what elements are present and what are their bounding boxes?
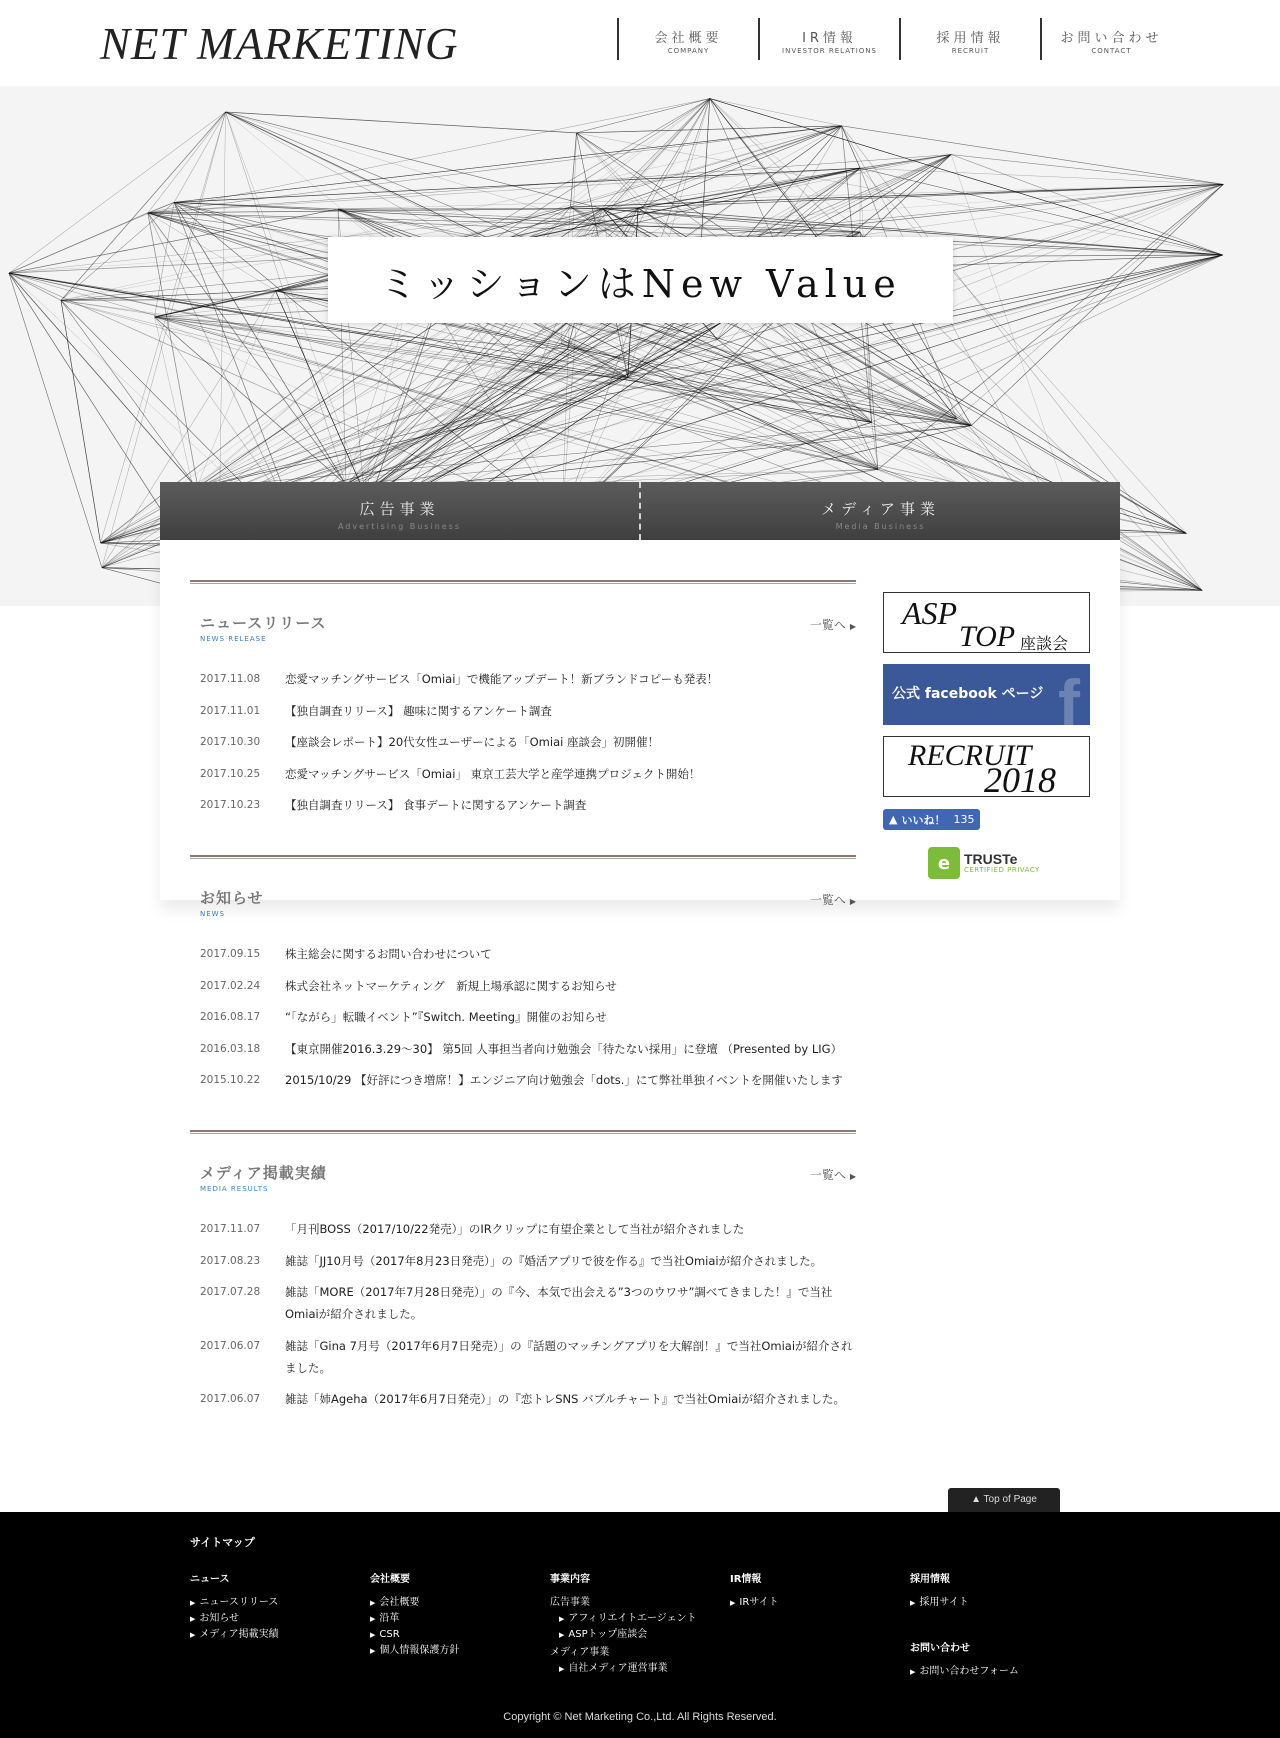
- view-all-link[interactable]: [810, 891, 856, 908]
- footer-link[interactable]: ▶ IRサイト: [730, 1595, 900, 1611]
- thumbs-up-icon: ▲: [889, 813, 898, 826]
- nav-label: お問い合わせ: [1060, 31, 1163, 46]
- item-date: 2017.10.23: [200, 799, 261, 811]
- section-subtitle: NEWS RELEASE: [200, 635, 267, 643]
- business-tabs: [160, 482, 1120, 540]
- footer-col-company: [370, 1570, 540, 1659]
- nav-sublabel: INVESTOR RELATIONS: [782, 47, 877, 55]
- asp-top-banner[interactable]: [883, 592, 1090, 653]
- section-title: メディア掲載実績: [200, 1164, 327, 1182]
- item-link[interactable]: 恋愛マッチングサービス「Omiai」で機能アップデート！新ブランドコピーも発表！: [285, 672, 719, 686]
- item-date: 2015.10.22: [200, 1074, 261, 1086]
- sitemap-title: サイトマップ: [190, 1536, 255, 1549]
- footer-link[interactable]: ▶ CSR: [370, 1627, 540, 1643]
- arrow-right-icon: ▶: [849, 897, 856, 906]
- footer-group-label: 広告事業: [550, 1597, 590, 1608]
- nav-contact[interactable]: [1040, 18, 1181, 60]
- item-link[interactable]: 【独自調査リリース】 趣味に関するアンケート調査: [285, 703, 552, 718]
- list-item: [190, 975, 856, 997]
- list-item: [190, 1388, 856, 1410]
- site-header: [0, 0, 1280, 86]
- list-item: [190, 1281, 856, 1325]
- footer-link[interactable]: ▶ ASPトップ座談会: [550, 1627, 720, 1643]
- copyright: Copyright © Net Marketing Co.,Ltd. All Rights Reserved.: [503, 1711, 777, 1723]
- list-item: [190, 1069, 856, 1091]
- item-date: 2016.08.17: [200, 1011, 261, 1023]
- footer-link[interactable]: ▶ メディア掲載実績: [190, 1627, 360, 1643]
- footer-heading: 採用情報: [910, 1574, 950, 1585]
- facebook-icon: f: [1058, 666, 1080, 725]
- view-all-link[interactable]: [810, 1166, 856, 1183]
- item-link[interactable]: “「ながら」転職イベント”『Switch. Meeting』開催のお知らせ: [285, 1010, 607, 1024]
- site-footer: [0, 1512, 1280, 1738]
- facebook-page-banner[interactable]: [883, 664, 1090, 725]
- nav-label: IR情報: [802, 31, 857, 46]
- news-section: [190, 855, 856, 1130]
- footer-group-label: メディア事業: [550, 1647, 610, 1658]
- news-release-section: [190, 580, 856, 855]
- section-subtitle: MEDIA RESULTS: [200, 1185, 269, 1193]
- footer-link[interactable]: ▶ 会社概要: [370, 1595, 540, 1611]
- footer-link[interactable]: ▶ アフィリエイトエージェント: [550, 1611, 720, 1627]
- list-item: [190, 1038, 856, 1060]
- like-count: 135: [953, 813, 975, 826]
- section-title: お知らせ: [200, 889, 264, 907]
- footer-heading: 事業内容: [550, 1574, 590, 1585]
- tab-advertising-business[interactable]: [160, 482, 639, 540]
- nav-recruit[interactable]: [899, 18, 1040, 60]
- media-list: [190, 1204, 856, 1410]
- view-all-label: 一覧へ: [809, 618, 846, 632]
- footer-heading: 会社概要: [370, 1574, 410, 1585]
- footer-col-business: [550, 1570, 720, 1677]
- list-item: [190, 1335, 856, 1379]
- nav-ir[interactable]: [758, 18, 899, 60]
- main-content: [190, 580, 856, 1405]
- item-link[interactable]: 2015/10/29 【好評につき増席！】エンジニア向け勉強会「dots.」にて弊社単独イベントを開催いたします: [285, 1073, 843, 1087]
- view-all-label: 一覧へ: [809, 1168, 846, 1182]
- list-item: [190, 1218, 856, 1240]
- item-link[interactable]: 雑誌「姉Ageha（2017年6月7日発売）」の『恋トレSNS バブルチャート』で当社Omiaiが紹介されました。: [285, 1392, 845, 1406]
- section-title: ニュースリリース: [200, 614, 327, 632]
- section-header: [190, 859, 856, 929]
- footer-col-recruit: [910, 1570, 1080, 1680]
- item-date: 2017.11.08: [200, 673, 261, 685]
- footer-link[interactable]: ▶ 採用サイト: [910, 1595, 1080, 1611]
- facebook-like-button[interactable]: [883, 809, 980, 830]
- item-date: 2017.10.25: [200, 767, 261, 780]
- list-item: [190, 668, 856, 690]
- view-all-link[interactable]: [810, 616, 856, 633]
- footer-col-news: [190, 1570, 360, 1643]
- nav-sublabel: CONTACT: [1091, 47, 1132, 55]
- footer-link[interactable]: ▶ 沿革: [370, 1611, 540, 1627]
- footer-link[interactable]: ▶ 個人情報保護方針: [370, 1643, 540, 1659]
- item-date: 2017.06.07: [200, 1393, 261, 1405]
- item-date: 2017.09.15: [200, 948, 261, 960]
- media-results-section: [190, 1130, 856, 1405]
- item-link[interactable]: 「月刊BOSS（2017/10/22発売）」のIRクリップに有望企業として当社が紹介されました: [285, 1222, 745, 1236]
- tab-label: 広告事業: [359, 500, 440, 518]
- item-link[interactable]: 【独自調査リリース】 食事デートに関するアンケート調査: [285, 798, 587, 812]
- item-date: 2016.03.18: [200, 1042, 261, 1055]
- view-all-label: 一覧へ: [809, 893, 846, 907]
- item-date: 2017.07.28: [200, 1286, 261, 1298]
- section-header: [190, 584, 856, 654]
- banner-text: 2018: [984, 760, 1056, 800]
- item-date: 2017.08.23: [200, 1254, 261, 1267]
- item-date: 2017.11.07: [200, 1223, 261, 1235]
- banner-text: ASP: [902, 595, 958, 631]
- footer-heading: お問い合わせ: [910, 1643, 970, 1654]
- item-date: 2017.10.30: [200, 736, 261, 748]
- item-link[interactable]: 株主総会に関するお問い合わせについて: [285, 947, 492, 961]
- list-item: [190, 794, 856, 816]
- item-date: 2017.02.24: [200, 979, 261, 992]
- footer-link[interactable]: ▶ お知らせ: [190, 1611, 360, 1627]
- list-item: [190, 700, 856, 722]
- tab-label: メディア事業: [821, 500, 940, 518]
- nav-company[interactable]: [617, 18, 758, 60]
- footer-col-ir: [730, 1570, 900, 1611]
- footer-heading: ニュース: [190, 1574, 230, 1585]
- arrow-right-icon: ▶: [849, 1172, 856, 1181]
- nav-label: 会社概要: [654, 31, 723, 46]
- truste-sub: CERTIFIED PRIVACY: [964, 866, 1040, 874]
- banner-text: TOP: [959, 620, 1016, 653]
- list-item: [190, 1006, 856, 1028]
- nav-sublabel: RECRUIT: [951, 47, 990, 55]
- item-link[interactable]: 雑誌「MORE（2017年7月28日発売）」の『今、本気で出会える”3つのウワサ”調べてきました！』で当社Omiaiが紹介されました。: [285, 1285, 833, 1321]
- item-link[interactable]: 雑誌「JJ10月号（2017年8月23日発売）」の『婚活アプリで彼を作る』で当社Omiaiが紹介されました。: [285, 1253, 823, 1268]
- footer-link[interactable]: ▶ ニュースリリース: [190, 1595, 360, 1611]
- hero-tagline: ミッションはNew Value: [328, 237, 953, 323]
- item-link[interactable]: 雑誌「Gina 7月号（2017年6月7日発売）」の『話題のマッチングアプリを大解剖！』で当社Omiaiが紹介されました。: [285, 1338, 853, 1375]
- tab-sublabel: Advertising Business: [337, 522, 462, 531]
- footer-heading: IR情報: [730, 1574, 762, 1585]
- news-list: [190, 929, 856, 1091]
- tab-sublabel: Media Business: [835, 522, 926, 531]
- section-subtitle: NEWS: [200, 910, 226, 918]
- tab-media-business[interactable]: [639, 482, 1120, 540]
- truste-name: TRUSTe: [964, 851, 1018, 867]
- item-date: 2017.06.07: [200, 1339, 261, 1352]
- list-item: [190, 731, 856, 753]
- top-of-page-button[interactable]: ▲ Top of Page: [948, 1488, 1060, 1512]
- footer-link[interactable]: ▶ 自社メディア運営事業: [550, 1661, 720, 1677]
- truste-seal[interactable]: [928, 846, 1044, 880]
- site-logo[interactable]: NET MARKETING: [100, 19, 459, 69]
- footer-link[interactable]: ▶ お問い合わせフォーム: [910, 1664, 1080, 1680]
- banner-text: 座談会: [1020, 634, 1069, 653]
- item-link[interactable]: 【座談会レポート】20代女性ユーザーによる「Omiai 座談会」初開催！: [285, 735, 659, 749]
- item-link[interactable]: 恋愛マッチングサービス「Omiai」 東京工芸大学と産学連携プロジェクト開始！: [285, 766, 701, 781]
- sidebar: [883, 592, 1090, 874]
- item-link[interactable]: 【東京開催2016.3.29〜30】 第5回 人事担当者向け勉強会「待たない採用」に登壇 （Presented by LIG）: [285, 1041, 843, 1056]
- arrow-right-icon: ▶: [849, 622, 856, 631]
- list-item: [190, 943, 856, 965]
- nav-label: 採用情報: [936, 31, 1005, 46]
- truste-icon: e: [928, 847, 960, 879]
- news-list: [190, 654, 856, 816]
- item-date: 2017.11.01: [200, 704, 261, 717]
- banner-text: 公式 facebook ページ: [892, 686, 1044, 702]
- banner-text: RECRUIT: [908, 739, 1032, 772]
- like-label: いいね！: [901, 813, 946, 827]
- nav-sublabel: COMPANY: [667, 47, 710, 55]
- recruit-banner[interactable]: [883, 736, 1090, 800]
- list-item: [190, 1250, 856, 1272]
- section-header: [190, 1134, 856, 1204]
- item-link[interactable]: 株式会社ネットマーケティング 新規上場承認に関するお知らせ: [285, 978, 617, 993]
- global-nav: [617, 18, 1181, 60]
- list-item: [190, 763, 856, 785]
